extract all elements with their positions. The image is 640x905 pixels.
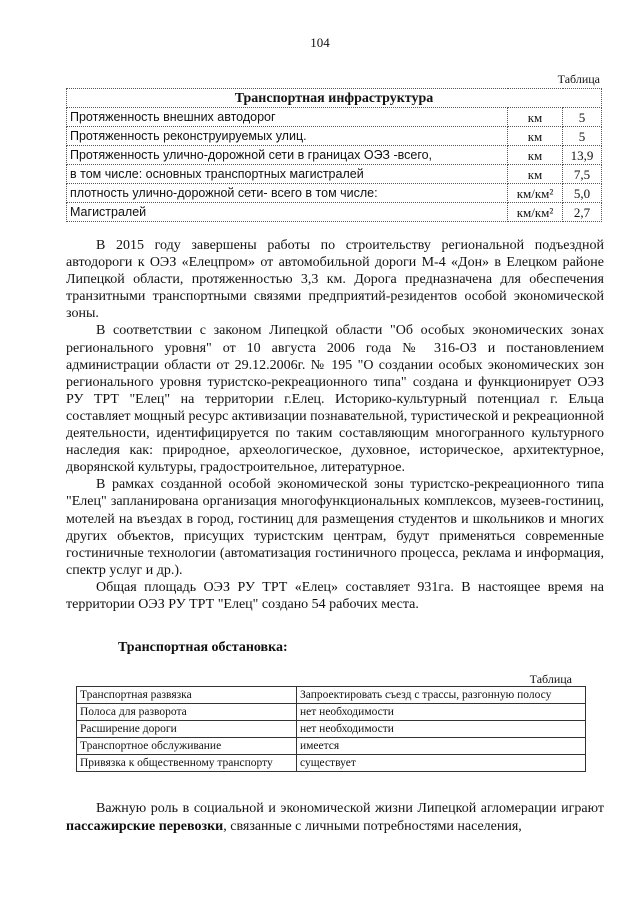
row-label: Привязка к общественному транспорту: [77, 755, 297, 772]
section-heading: Транспортная обстановка:: [118, 640, 288, 655]
table-row: [77, 704, 586, 721]
row-unit: км/км²: [508, 184, 563, 203]
row-value: нет необходимости: [297, 704, 586, 721]
table-row: [67, 184, 602, 203]
row-label: в том числе: основных транспортных магистралей: [67, 165, 508, 184]
row-unit: км: [508, 165, 563, 184]
row-value: 13,9: [563, 146, 602, 165]
row-label: Транспортное обслуживание: [77, 738, 297, 755]
table-row: [67, 127, 602, 146]
row-value: 2,7: [563, 203, 602, 222]
table1-title: Транспортная инфраструктура: [67, 89, 602, 108]
paragraph: Общая площадь ОЭЗ РУ ТРТ «Елец» составляет 931га. В настоящее время на территории ОЭЗ РУ ТРТ "Елец" создано 54 рабочих места.: [66, 579, 604, 612]
row-label: Транспортная развязка: [77, 687, 297, 704]
row-unit: км: [508, 108, 563, 127]
row-label: Расширение дороги: [77, 721, 297, 738]
row-value: Запроектировать съезд с трассы, разгонную полосу: [297, 687, 586, 704]
row-value: 5: [563, 127, 602, 146]
table-row: [77, 721, 586, 738]
paragraph: В соответствии с законом Липецкой области "Об особых экономических зонах регионального уровня" от 10 августа 2006 года № 316-ОЗ и постановлением администрации области от 29.12.2006г. № 195 "О создании особых экономических зон регионального уровня туристско-рекреационного типа" создана и функционирует ОЭЗ РУ ТРТ "Елец" на территории г.Елец. Историко-культурный потенциал г. Ельца составляет мощный ресурс активизации познавательной, туристической и рекреационной деятельности, идентифицируется по таким составляющим многогранного культурного наследия как: природное, археологическое, духовное, историческое, архитектурное, дворянской культуры, градостроительное, литературное.: [66, 323, 604, 476]
row-unit: км: [508, 146, 563, 165]
row-label: Магистралей: [67, 203, 508, 222]
paragraph: В 2015 году завершены работы по строительству региональной подъездной автодороги к ОЭЗ «Елецпром» от автомобильной дороги М-4 «Дон» в Елецком районе Липецкой области, протяженностью 3,3 км. Дорога предназначена для обеспечения транзитными транспортными связями предприятий-резидентов особой экономической зоны.: [66, 238, 604, 322]
row-value: существует: [297, 755, 586, 772]
row-label: Протяженность внешних автодорог: [67, 108, 508, 127]
row-label: Полоса для разворота: [77, 704, 297, 721]
table-row: [67, 165, 602, 184]
table-row: [77, 738, 586, 755]
body-text: [66, 237, 604, 613]
row-value: 7,5: [563, 165, 602, 184]
transport-infrastructure-table: [66, 88, 602, 222]
table2-caption: Таблица: [529, 672, 572, 686]
text-before: Важную роль в социальной и экономической жизни Липецкой агломерации играют: [96, 801, 604, 816]
row-value: нет необходимости: [297, 721, 586, 738]
emphasis-text: пассажирские перевозки: [66, 818, 224, 834]
table-row: [77, 755, 586, 772]
table-row: [67, 203, 602, 222]
row-value: имеется: [297, 738, 586, 755]
row-unit: км: [508, 127, 563, 146]
transport-situation-table: [76, 686, 586, 772]
row-value: 5: [563, 108, 602, 127]
row-label: Протяженность улично-дорожной сети в границах ОЭЗ -всего,: [67, 146, 508, 165]
row-unit: км/км²: [508, 203, 563, 222]
page-number: 104: [310, 35, 330, 50]
row-label: плотность улично-дорожной сети- всего в том числе:: [67, 184, 508, 203]
row-value: 5,0: [563, 184, 602, 203]
paragraph: [66, 800, 604, 835]
table-row: [67, 146, 602, 165]
row-label: Протяженность реконструируемых улиц.: [67, 127, 508, 146]
table1-caption: Таблица: [557, 72, 600, 86]
text-after: , связанные с личными потребностями населения,: [223, 818, 522, 834]
table-row: [77, 687, 586, 704]
paragraph: В рамках созданной особой экономической зоны туристско-рекреационного типа "Елец" запланирована организация многофункциональных комплексов, музеев-гостиниц, мотелей на въездах в город, гостиниц для размещения студентов и школьников и многих других объектов, присущих туристским центрам, будут применяться современные гостиничные технологии (автоматизация гостиничного процесса, реклама и информация, спектр услуг и др.).: [66, 477, 604, 578]
table1-header-row: [67, 89, 602, 108]
table-row: [67, 108, 602, 127]
bottom-paragraph: [66, 800, 604, 835]
